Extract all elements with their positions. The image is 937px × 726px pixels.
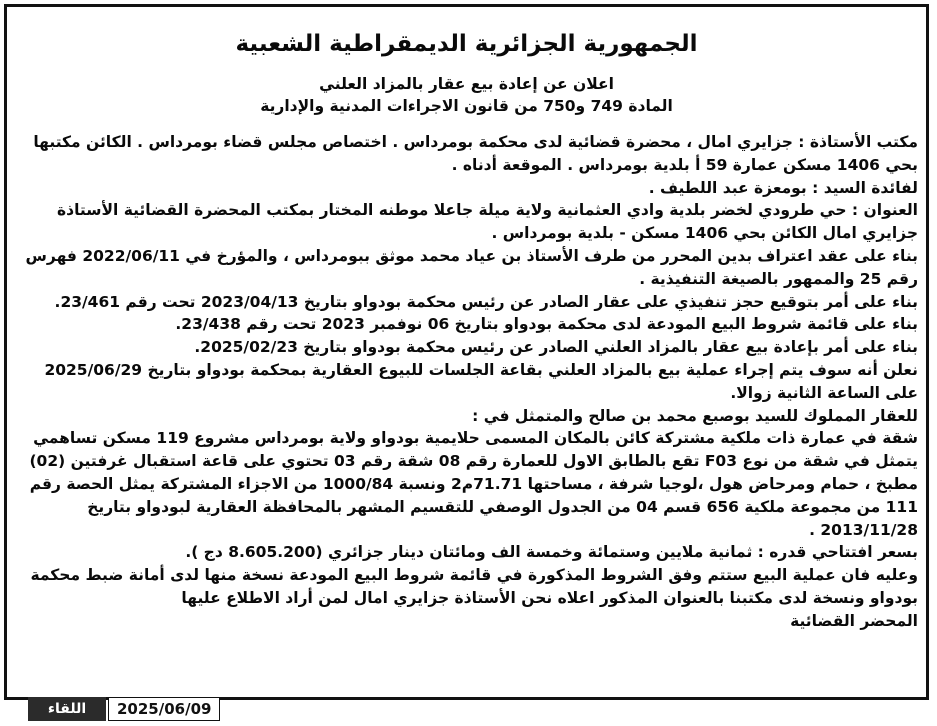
newspaper-name: اللقاء [28, 697, 106, 721]
publication-footer [28, 697, 220, 721]
paragraph-resale-order: بناء على أمر بإعادة بيع عقار بالمزاد العلني الصادر عن رئيس محكمة بودواو بتاريخ 2025/02/23. [194, 338, 918, 357]
signature: المحضر القضائية [790, 611, 918, 630]
announcement-content [15, 15, 918, 693]
announcement-subtitle: اعلان عن إعادة بيع عقار بالمزاد العلني [319, 75, 614, 93]
announcement-body [15, 131, 918, 633]
announcement-frame [4, 4, 929, 700]
paragraph-address: العنوان : حي طرودي لخضر بلدية وادي العثمانية ولاية ميلة جاعلا موطنه المختار بمكتب المحضرة القضائية الأستاذة جزايري امال الكائن بحي 1406 مسكن - بلدية بومرداس . [57, 201, 918, 243]
paragraph-beneficiary: لفائدة السيد : بومعزة عبد اللطيف . [648, 178, 918, 197]
paragraph-conditions-note: وعليه فان عملية البيع ستتم وفق الشروط المذكورة في قائمة شروط البيع المودعة نسخة منها لدى أمانة ضبط محكمة بودواو ونسخة لدى مكتبنا بالعنوان المذكور اعلاه نحن الأستاذة جزايري امال لمن أراد الاطلاع عليها [30, 566, 918, 607]
paragraph-seizure-order: بناء على أمر بتوقيع حجز تنفيذي على عقار الصادر عن رئيس محكمة بودواو بتاريخ 2023/04/13 تحت رقم 23/461. [54, 292, 918, 311]
paragraph-sale-conditions: بناء على قائمة شروط البيع المودعة لدى محكمة بودواو بتاريخ 06 نوفمبر 2023 تحت رقم 23/438. [175, 315, 918, 334]
page-title: الجمهورية الجزائرية الديمقراطية الشعبية [235, 31, 698, 57]
paragraph-property-description: شقة في عمارة ذات ملكية مشتركة كائن بالمكان المسمى حلايمية بودواو ولاية بومرداس مشروع 119 مسكن تساهمي يتمثل في شقة من نوع F03 تقع بالطابق الاول للعمارة رقم 08 شقة رقم 03 تحتوي على قاعة استقبال غرفتين (02) مطبخ ، حمام ومرحاض هول ،لوجيا شرفة ، مساحتها 71.71م2 ونسبة 1000/84 من الاجزاء المشتركة يمثل الحصة رقم 111 من مجموعة ملكية 656 قسم 04 من الجدول الوصفي للتقسيم المشهر بالمحافظة العقارية لبودواو بتاريخ 2013/11/28 . [29, 429, 918, 539]
paragraph-auction-date: نعلن أنه سوف يتم إجراء عملية بيع بالمزاد العلني بقاعة الجلسات للبيوع العقارية بمحكمة بودواو بتاريخ 2025/06/29 على الساعة الثانية زوالا. [44, 360, 918, 402]
paragraph-debt-deed: بناء على عقد اعتراف بدين المحرر من طرف الأستاذ بن عياد محمد موثق ببومرداس ، والمؤرخ في 2022/06/11 فهرس رقم 25 والممهور بالصيغة التنفيذية . [25, 246, 918, 288]
legal-articles: المادة 749 و750 من قانون الاجراءات المدنية والإدارية [260, 97, 673, 115]
paragraph-opening-price: بسعر افتتاحي قدره : ثمانية ملايين وستمائة وخمسة الف ومائتان دينار جزائري (8.605.200 دج ). [185, 543, 918, 562]
publication-date: 2025/06/09 [108, 697, 220, 721]
paragraph-owner: للعقار المملوك للسيد بوصبع محمد بن صالح والمتمثل في : [472, 406, 918, 425]
paragraph-bailiff-office: مكتب الأستاذة : جزايري امال ، محضرة قضائية لدى محكمة بومرداس . اختصاص مجلس قضاء بومرداس . الكائن مكتبها بحي 1406 مسكن عمارة 59 أ بلدية بومرداس . الموقعة أدناه . [33, 133, 918, 174]
